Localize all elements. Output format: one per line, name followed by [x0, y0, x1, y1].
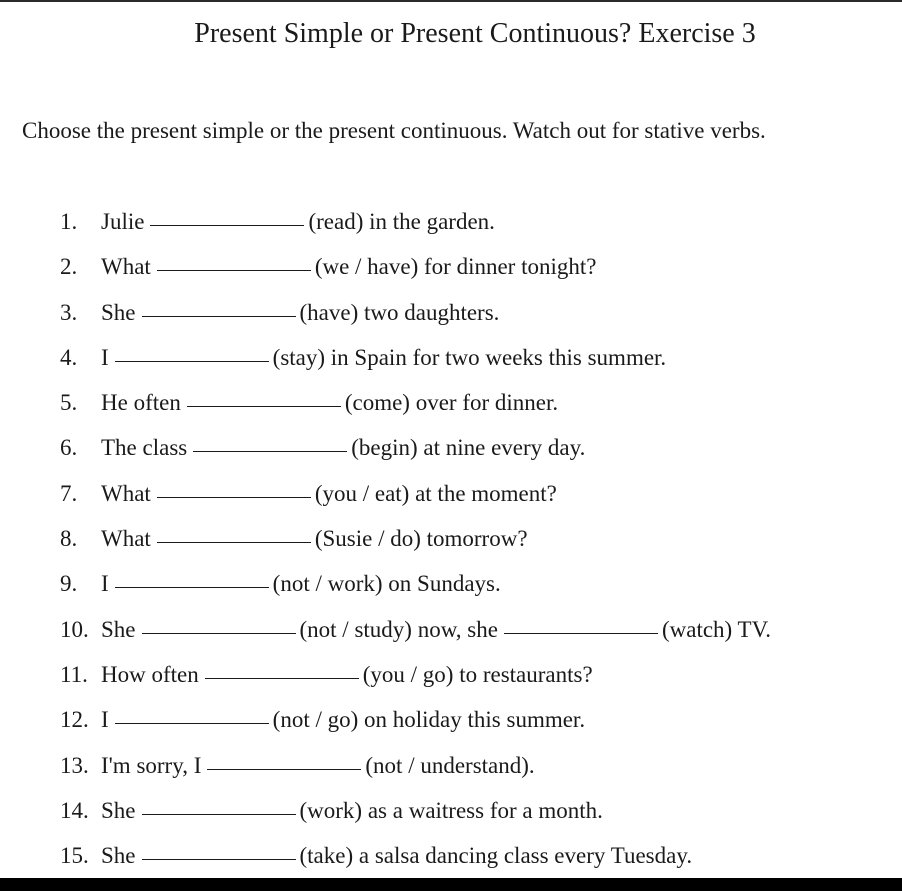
item-number: 7. [60, 480, 78, 506]
item-number: 2. [60, 254, 78, 280]
item-number: 8. [60, 526, 78, 552]
item-text-after: (Susie / do) tomorrow? [314, 526, 528, 552]
exercise-item [0, 249, 902, 294]
item-text-before: What [101, 480, 151, 506]
item-text-before: She [101, 843, 136, 869]
item-number: 12. [60, 707, 89, 733]
item-text-after: (not / work) on Sundays. [272, 571, 501, 597]
answer-blank[interactable] [207, 768, 361, 770]
item-text-after: (have) two daughters. [299, 299, 500, 325]
item-text-before: What [101, 254, 151, 280]
item-text-before: The class [101, 435, 188, 461]
exercise-item [0, 838, 902, 883]
item-text-after: (watch) TV. [661, 616, 771, 642]
answer-blank[interactable] [193, 450, 347, 452]
item-number: 10. [60, 616, 89, 642]
item-text-before: He often [101, 390, 181, 416]
item-text-after: (come) over for dinner. [344, 390, 559, 416]
item-text-before: She [101, 797, 136, 823]
item-text-after: (read) in the garden. [308, 209, 495, 234]
answer-blank[interactable] [157, 541, 311, 543]
item-number: 6. [60, 435, 78, 461]
item-text-before: I'm sorry, I [101, 752, 202, 778]
answer-blank[interactable] [205, 677, 359, 679]
item-text-after: (not / understand). [365, 752, 535, 778]
answer-blank[interactable] [142, 858, 296, 860]
instructions: Choose the present simple or the present continuous. Watch out for stative verbs. [22, 118, 766, 143]
item-text-before: I [101, 707, 109, 733]
item-text-before: She [101, 616, 136, 642]
top-border [0, 0, 902, 2]
exercise-item [0, 295, 902, 340]
exercise-item [0, 702, 902, 747]
item-text-after: (take) a salsa dancing class every Tuesday. [299, 843, 693, 869]
exercise-item [0, 521, 902, 566]
item-text-before: I [101, 344, 109, 370]
item-text-after: (stay) in Spain for two weeks this summer. [272, 344, 667, 370]
exercise-item [0, 476, 902, 521]
answer-blank[interactable] [187, 405, 341, 407]
item-number: 11. [60, 661, 88, 687]
exercise-item [0, 204, 902, 249]
page-title: Present Simple or Present Continuous? Exercise 3 [194, 18, 756, 49]
item-text-before: She [101, 299, 136, 325]
item-number: 5. [60, 390, 78, 416]
exercise-list [0, 204, 902, 883]
item-text-after: (begin) at nine every day. [351, 435, 586, 461]
item-number: 14. [60, 797, 89, 823]
exercise-item [0, 385, 902, 430]
exercise-item [0, 657, 902, 702]
item-number: 13. [60, 752, 89, 778]
bottom-bar [0, 878, 902, 891]
exercise-item [0, 748, 902, 793]
answer-blank[interactable] [504, 632, 658, 634]
item-text-before: Julie [101, 209, 145, 234]
item-text-after: (you / eat) at the moment? [314, 480, 557, 506]
exercise-item [0, 612, 902, 657]
item-text-after: (work) as a waitress for a month. [299, 797, 603, 823]
item-text-after: (we / have) for dinner tonight? [314, 254, 597, 280]
answer-blank[interactable] [142, 813, 296, 815]
item-number: 4. [60, 344, 78, 370]
exercise-item [0, 793, 902, 838]
item-number: 15. [60, 843, 89, 869]
exercise-item [0, 430, 902, 475]
answer-blank[interactable] [115, 360, 269, 362]
answer-blank[interactable] [115, 722, 269, 724]
item-text-before: I [101, 571, 109, 597]
item-text-before: What [101, 526, 151, 552]
answer-blank[interactable] [157, 496, 311, 498]
exercise-item [0, 566, 902, 611]
answer-blank[interactable] [115, 586, 269, 588]
item-text-middle: (not / study) now, she [299, 616, 498, 642]
item-number: 9. [60, 571, 78, 597]
answer-blank[interactable] [142, 315, 296, 317]
item-number: 3. [60, 299, 78, 325]
item-text-before: How often [101, 661, 199, 687]
answer-blank[interactable] [142, 632, 296, 634]
item-number: 1. [60, 209, 78, 234]
item-text-after: (not / go) on holiday this summer. [272, 707, 586, 733]
answer-blank[interactable] [150, 224, 304, 226]
exercise-item [0, 340, 902, 385]
item-text-after: (you / go) to restaurants? [362, 661, 593, 687]
answer-blank[interactable] [157, 269, 311, 271]
